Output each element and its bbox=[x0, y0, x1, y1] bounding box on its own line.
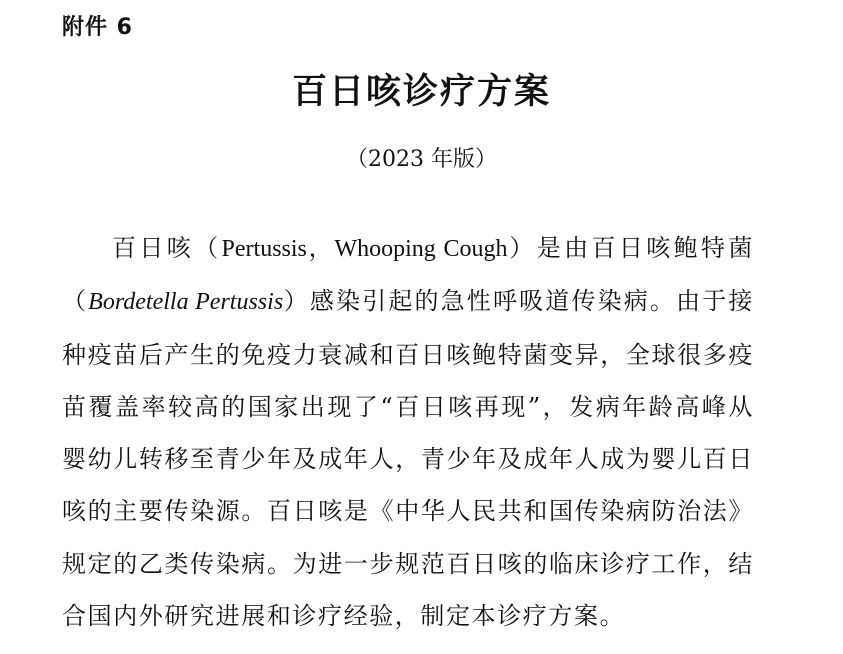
paragraph-text-1: 百日咳（ bbox=[112, 234, 222, 262]
english-disease-name: Pertussis，Whooping Cough bbox=[221, 236, 508, 262]
paragraph-text-2: ）是由百日咳鲍特菌（ bbox=[62, 234, 754, 316]
intro-paragraph bbox=[62, 222, 754, 642]
edition-label: （2023 年版） bbox=[346, 147, 497, 172]
paragraph-text-3: ）感染引起的急性呼吸道传染病。由于接种疫苗后产生的免疫力衰减和百日咳鲍特菌变异，全球很多疫苗覆盖率较高的国家出现了“百日咳再现”，发病年龄高峰从婴幼儿转移至青少年及成年人，青少年及成年人成为婴儿百日咳的主要传染源。百日咳是《中华人民共和国传染病防治法》规定的乙类传染病。为进一步规范百日咳的临床诊疗工作，结合国内外研究进展和诊疗经验，制定本诊疗方案。 bbox=[62, 287, 754, 631]
document-title: 百日咳诊疗方案 bbox=[291, 72, 551, 112]
latin-pathogen-name: Bordetella Pertussis bbox=[88, 289, 284, 316]
attachment-label: 附件 6 bbox=[62, 15, 133, 40]
